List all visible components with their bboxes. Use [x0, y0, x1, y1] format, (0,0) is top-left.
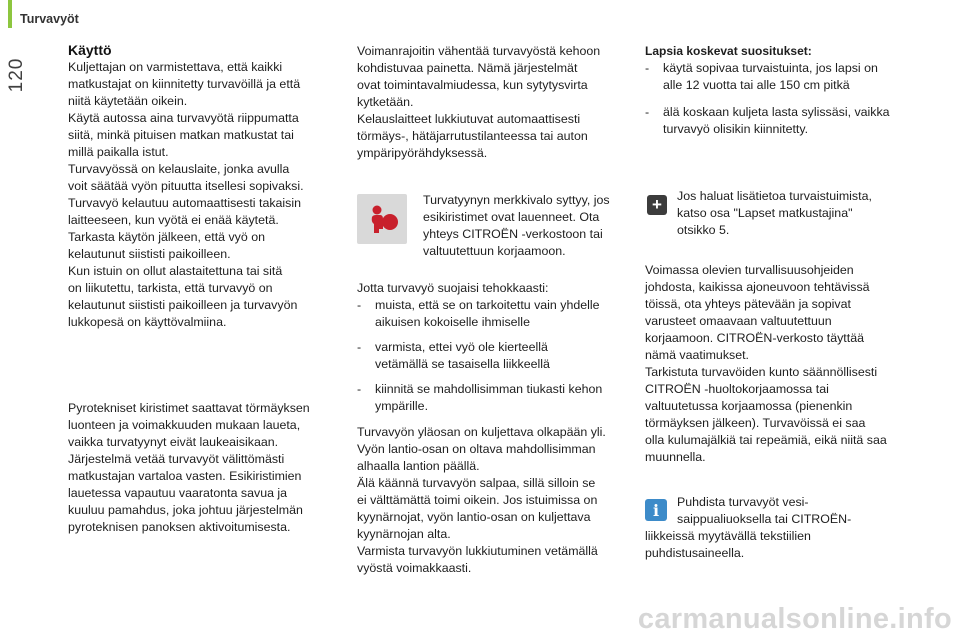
section-accent-bar [8, 0, 12, 28]
pyrotechnic-section [68, 400, 348, 536]
left-column [68, 42, 348, 331]
section-heading: Käyttö [68, 42, 112, 58]
list-item: - älä koskaan kuljeta lasta sylissäsi, vaikka turvavyö olisikin kiinnitetty. [645, 104, 915, 138]
section-title: Turvavyöt [20, 12, 79, 26]
usage-paragraph: Kuljettajan on varmistettava, että kaikki matkustajat on kiinnitetty turvavöillä ja että niitä käytetään oikein. Käytä autossa aina turvavyötä riippumatta siitä, minkä pituisen matkan matkustat tai millä paikalla istut. Turvavyössä on kelauslaite, jonka avulla voit säätää vyön pituutta itsellesi sopivaksi. Turvavyö kelautuu automaattisesti takaisin laitteeseen, kun vyötä ei enää käytetä. Tarkasta käytön jälkeen, että vyö on kelautunut siististi paikoilleen. Kun istuin on ollut alastaitettuna tai sitä on liikutettu, tarkista, että turvavyö on kelautunut siististi paikoilleen ja turvavyön lukkopesä on käyttövalmiina. [68, 60, 304, 329]
cleaning-note-top: Puhdista turvavyöt vesi- saippualiuoksella tai CITROËN- [677, 495, 852, 526]
pyrotechnic-paragraph: Pyrotekniset kiristimet saattavat törmäyksen luonteen ja voimakkuuden mukaan laueta, vaikka turvatyynyt eivät laukeaisikaan. Järjestelmä vetää turvavyöt välittömästi matkustajan vartaloa vasten. Esikiristimien lauetessa vapautuu vaaratonta savua ja kuuluu pamahdus, joka johtuu järjestelmän pyroteknisen panoksen aktivoitumisesta. [68, 401, 310, 534]
list-item: - varmista, ettei vyö ole kierteellä vetämällä se tasaisella liikkeellä [357, 339, 632, 373]
protection-bullet-list [357, 297, 632, 415]
children-recommendations-heading: Lapsia koskevat suositukset: [645, 44, 812, 58]
airbag-symbol-icon [363, 200, 401, 238]
airbag-warning-note: Turvatyynyn merkkivalo syttyy, jos esikiristimet ovat lauenneet. Ota yhteys CITROËN -verkostoon tai valtuutettuun korjaamoon. [423, 193, 610, 258]
watermark: carmanualsonline.info [637, 603, 952, 635]
page-number: 120 [6, 57, 27, 93]
info-icon: i [645, 499, 667, 521]
list-item: - kiinnitä se mahdollisimman tiukasti kehon ympärille. [357, 381, 632, 415]
belt-routing-paragraph: Turvavyön yläosan on kuljettava olkapään yli. Vyön lantio-osan on oltava mahdollisimman alhaalla lantion päällä. Älä käännä turvavyön salpaa, sillä silloin se ei välttämättä toimi oikein. Jos istuimissa on kyynärnojat, vyön lantio-osan on kuljettava kyynärnojan alta. Varmista turvavyön lukkiutuminen vetämällä vyöstä voimakkaasti. [357, 425, 606, 575]
right-column-middle [645, 262, 920, 466]
list-item: - käytä sopivaa turvaistuinta, jos lapsi on alle 12 vuotta tai alle 150 cm pitkä [645, 60, 915, 94]
cleaning-note-bottom: liikkeissä myytävällä tekstiilien puhdistusaineella. [645, 529, 811, 560]
effective-protection-intro: Jotta turvavyö suojaisi tehokkaasti: [357, 281, 549, 295]
list-item: - muista, että se on tarkoitettu vain yhdelle aikuisen kokoiselle ihmiselle [357, 297, 632, 331]
right-column-top [645, 43, 915, 138]
children-bullet-list [645, 60, 915, 138]
plus-icon: + [647, 195, 667, 215]
force-limiter-paragraph: Voimanrajoitin vähentää turvavyöstä kehoon kohdistuvaa painetta. Nämä järjestelmät ovat toimintavalmiudessa, kun sytytysvirta kytketään. Kelauslaitteet lukkiutuvat automaattisesti törmäys-, hätäjarrutustilanteessa tai auton ympäripyörähdyksessä. [357, 44, 601, 160]
middle-column-bottom [357, 280, 632, 577]
child-seat-reference-note: Jos haluat lisätietoa turvaistuimista, katso osa "Lapset matkustajina" otsikko 5. [677, 189, 872, 237]
middle-column-top [357, 43, 632, 162]
airbag-warning-icon [357, 194, 407, 244]
maintenance-paragraph: Voimassa olevien turvallisuusohjeiden johdosta, kaikissa ajoneuvoon tehtävissä töissä, ota yhteys pätevään ja sopivat varusteet omaavaan valtuutettuun korjaamoon. CITROËN-verkosto täyttää nämä vaatimukset. Tarkistuta turvavöiden kunto säännöllisesti CITROËN -huoltokorjaamossa tai valtuutetussa korjaamossa (pienenkin törmäyksen jälkeen). Turvavöissä ei saa olla kulumajälkiä tai repeämiä, eikä niitä saa muunnella. [645, 263, 887, 464]
